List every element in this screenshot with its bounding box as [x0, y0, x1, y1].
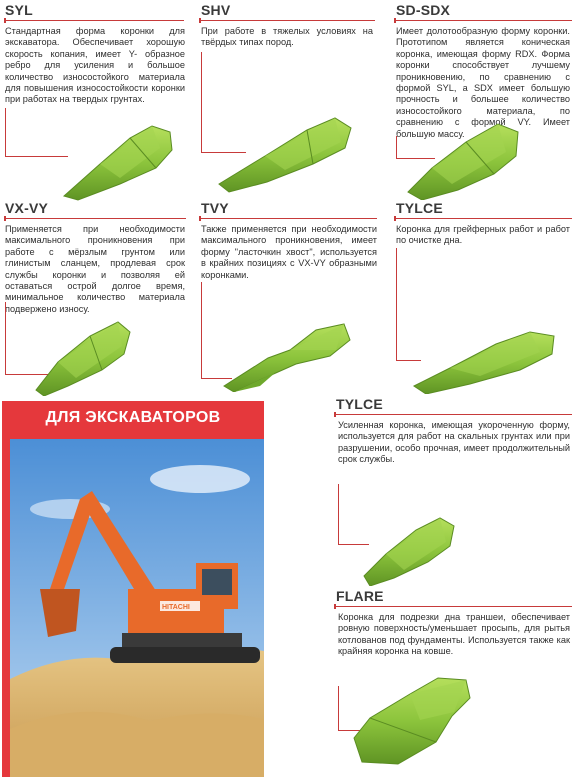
product-description-sd-sdx: Имеет долотообразную форму коронки. Прототипом является коническая коронка, имеющая форму RDX. Форма коронки способствует лучшему проникновению, по сравнению с формой SYL, а SDX имеет большую прочность и большее количество износостойкого материала, по сравнению с формой VY. Имеет большую массу.	[396, 26, 570, 139]
title-rule	[334, 414, 572, 415]
tooth-tylce-reinforced-image	[360, 514, 456, 586]
leader-line	[5, 108, 68, 157]
tooth-vx-vy-image	[32, 318, 132, 396]
product-description-flare: Коронка для подрезки дна траншеи, обеспечивает ровную поверхность/уменьшает просыпь, для рытья котлованов под фундаменты. Используется также как крайняя коронка на ковше.	[338, 612, 570, 657]
title-rule	[394, 20, 572, 21]
product-description-vx-vy: Применяется при необходимости максимального проникновения при работе с мёрзлым грунтом или глинистым сланцем, продлевая срок службы коронки и позволяя ей оставаться острой долгое время, минимальное количество материала подвержено износу.	[5, 224, 185, 314]
tooth-tvy-image	[220, 320, 352, 392]
title-rule	[199, 218, 377, 219]
title-rule	[4, 218, 186, 219]
product-description-syl: Стандартная форма коронки для экскаватора. Обеспечивает хорошую скорость копания, имеет Y- образное ребро для усиления и большое количество износостойкого материала для повышения износостойкости коронки при работах на твердых грунтах.	[5, 26, 185, 105]
product-title-tvy: TVY	[201, 200, 229, 216]
tooth-syl-image	[60, 118, 178, 202]
product-title-sd-sdx: SD-SDX	[396, 2, 451, 18]
banner-title: ДЛЯ ЭКСКАВАТОРОВ	[45, 409, 221, 426]
product-title-tylce-reinforced: TYLCE	[336, 396, 383, 412]
product-description-tylce-reinforced: Усиленная коронка, имеющая укороченную форму, используется для работ на скальных грунтах или при разрушении, особо прочная, имеет продолжительный срок службы.	[338, 420, 570, 465]
tooth-tylce-image	[410, 324, 560, 394]
product-description-shv: При работе в тяжелых условиях на твёрдых типах пород.	[201, 26, 373, 48]
title-rule	[334, 606, 572, 607]
product-title-syl: SYL	[5, 2, 33, 18]
product-title-shv: SHV	[201, 2, 231, 18]
title-rule	[394, 218, 572, 219]
product-title-flare: FLARE	[336, 588, 384, 604]
tooth-flare-image	[350, 672, 476, 768]
product-title-tylce: TYLCE	[396, 200, 443, 216]
title-rule	[4, 20, 184, 21]
product-title-vx-vy: VX-VY	[5, 200, 49, 216]
tooth-shv-image	[215, 112, 355, 194]
product-description-tylce: Коронка для грейферных работ и работ по очистке дна.	[396, 224, 570, 246]
product-description-tvy: Также применяется при необходимости максимального проникновения, имеет форму "ласточкин хвост", используется в крайних позициях с VX-VY образными коронками.	[201, 224, 377, 280]
title-rule	[199, 20, 375, 21]
machine-brand: HITACHI	[162, 604, 190, 611]
excavator-banner	[2, 401, 264, 777]
excavator-photo	[10, 439, 264, 777]
tooth-sd-sdx-image	[402, 118, 524, 200]
